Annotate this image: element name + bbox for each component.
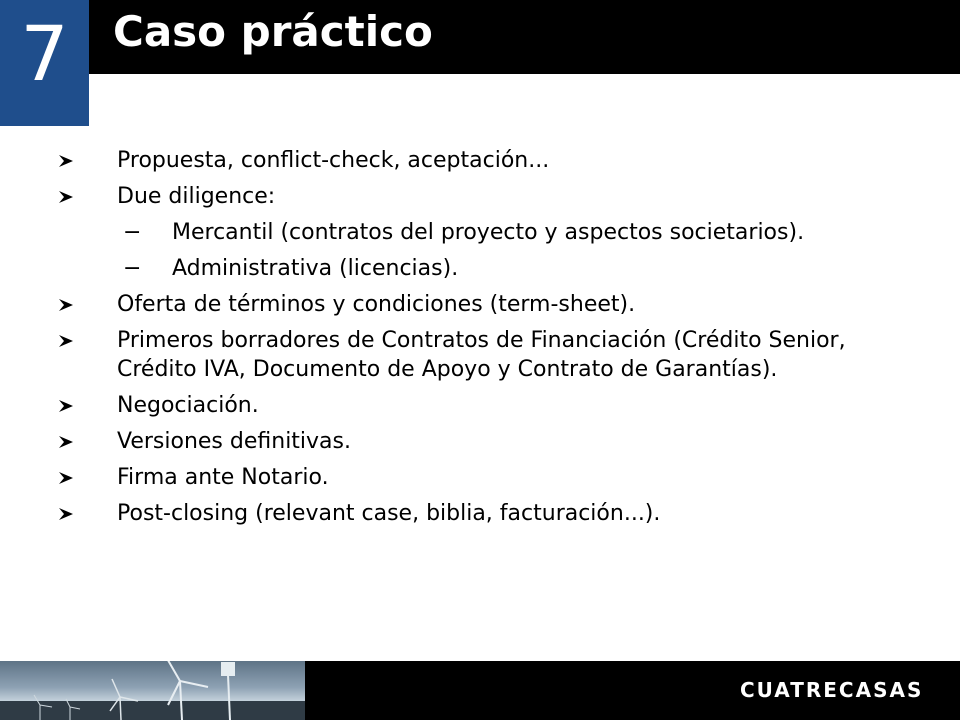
- arrowhead-bullet-icon: [58, 326, 98, 348]
- bullet-text: Versiones definitivas.: [117, 429, 351, 454]
- arrowhead-bullet-icon: [58, 182, 98, 204]
- sub-bullet-item: [58, 218, 918, 247]
- arrowhead-bullet-icon: [58, 463, 98, 485]
- bullet-list: [58, 146, 918, 535]
- bullet-item: [58, 427, 918, 456]
- slide-title: Caso práctico: [113, 7, 433, 56]
- bullet-item: [58, 326, 918, 384]
- arrowhead-bullet-icon: [58, 391, 98, 413]
- bullet-text: Primeros borradores de Contratos de Financiación (Crédito Senior, Crédito IVA, Documento de Apoyo y Contrato de Garantías).: [117, 328, 846, 382]
- wind-turbines-photo: [0, 661, 305, 720]
- bullet-text: Post-closing (relevant case, biblia, facturación...).: [117, 501, 661, 526]
- dash-bullet-icon: −: [123, 256, 142, 281]
- bullet-item: [58, 499, 918, 528]
- bullet-text: Negociación.: [117, 393, 259, 418]
- brand-logo: CUATRECASAS: [740, 678, 924, 702]
- bullet-text: Administrativa (licencias).: [172, 256, 459, 281]
- bullet-text: Oferta de términos y condiciones (term-sheet).: [117, 292, 636, 317]
- bullet-text: Mercantil (contratos del proyecto y aspectos societarios).: [172, 220, 805, 245]
- bullet-item: [58, 391, 918, 420]
- bullet-item: [58, 290, 918, 319]
- bullet-text: Due diligence:: [117, 184, 276, 209]
- sub-bullet-item: [58, 254, 918, 283]
- bullet-text: Firma ante Notario.: [117, 465, 329, 490]
- arrowhead-bullet-icon: [58, 146, 98, 168]
- arrowhead-bullet-icon: [58, 499, 98, 521]
- arrowhead-bullet-icon: [58, 427, 98, 449]
- bullet-text: Propuesta, conflict-check, aceptación...: [117, 148, 550, 173]
- dash-bullet-icon: −: [123, 220, 142, 245]
- section-number: 7: [0, 0, 89, 126]
- bullet-item: [58, 463, 918, 492]
- bullet-item: [58, 182, 918, 211]
- arrowhead-bullet-icon: [58, 290, 98, 312]
- bullet-item: [58, 146, 918, 175]
